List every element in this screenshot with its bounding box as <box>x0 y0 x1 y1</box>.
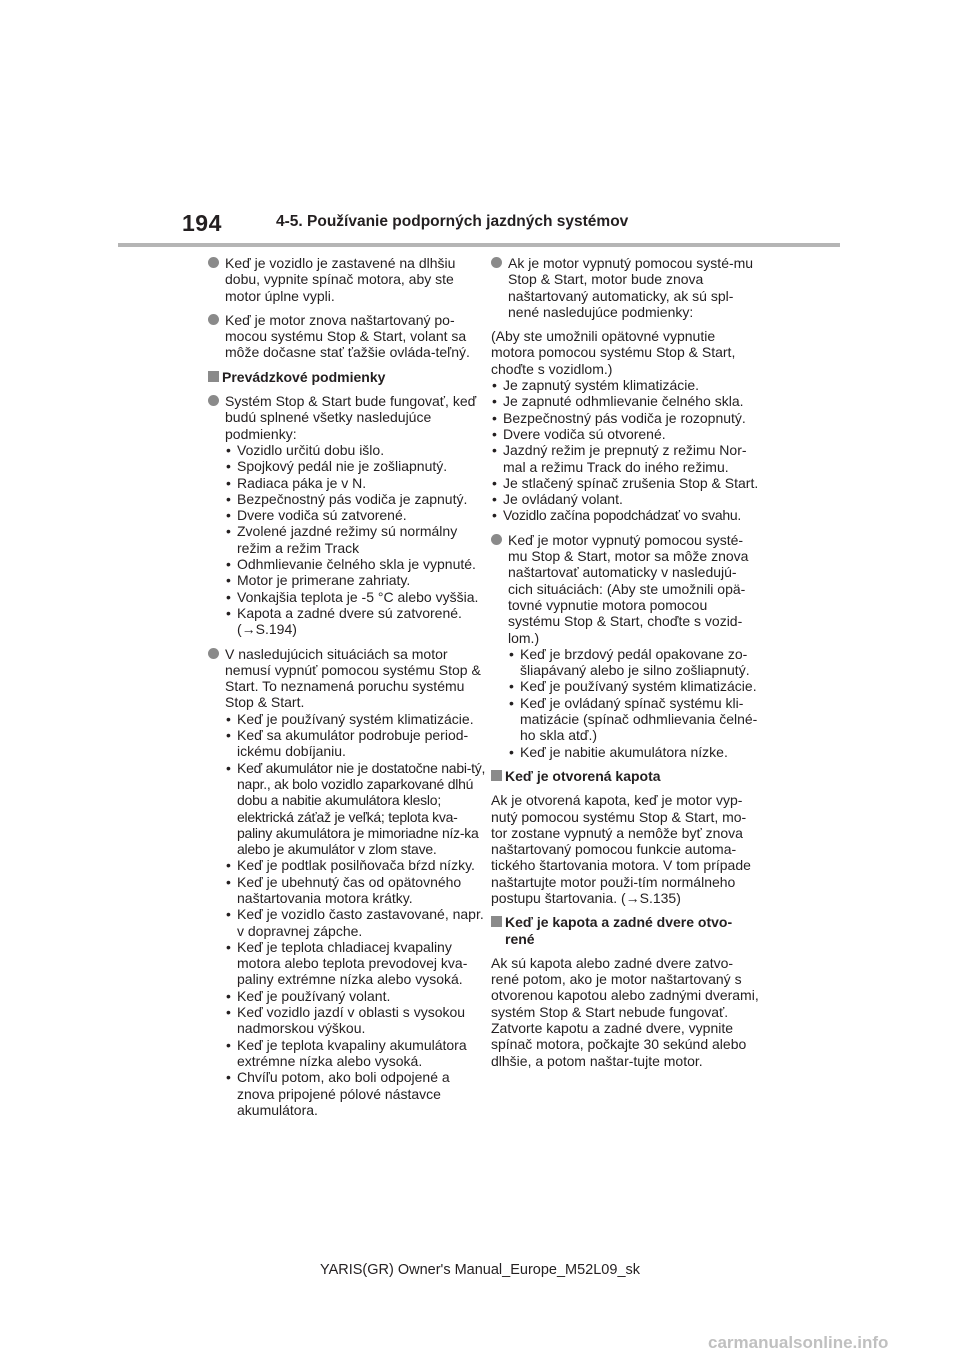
list-item: • Keď akumulátor nie je dostatočne nabi-tý, napr., ak bolo vozidlo zaparkované dlhú dobu a nabitie akumulátora kleslo; elektrická záťaž je veľká; teplota kva-paliny akumulátora je mimoriadne níz-ka alebo je akumulátor v zlom stave. <box>225 760 488 858</box>
list-item: • Dvere vodiča sú otvorené. <box>491 426 759 442</box>
list-item: • Keď je používaný systém klimatizácie. <box>225 711 488 727</box>
bullet-item <box>208 646 488 1119</box>
header-rule <box>118 243 840 247</box>
list-item: • Keď je používaný volant. <box>225 988 488 1004</box>
list-item: • Zvolené jazdné režimy sú normálny režim a režim Track <box>225 523 488 556</box>
list-item: • Radiaca páka je v N. <box>225 475 488 491</box>
bullet-text: Keď je motor znova naštartovaný po-mocou systému Stop & Start, volant sa môže dočasne stať ťažšie ovláda-teľný. <box>225 311 470 361</box>
section-title: 4-5. Používanie podporných jazdných systémov <box>276 213 629 230</box>
subheading-text: Keď je kapota a zadné dvere otvo-rené <box>505 914 733 947</box>
list-item: • Bezpečnostný pás vodiča je zapnutý. <box>225 491 488 507</box>
bullet-item <box>208 255 488 304</box>
bullet-text: Keď je motor vypnutý pomocou systé-mu Stop & Start, motor sa môže znova naštartovať automaticky v nasledujú-cich situáciách: (Aby ste umožnili opä-tovné vypnutie motora pomocou systému Stop & Start, choďte s vozid-lom.) <box>508 531 749 646</box>
list-item: • Vozidlo začína popodchádzať vo svahu. <box>491 507 759 523</box>
list-item-link[interactable]: • Kapota a zadné dvere sú zatvorené. (→S.194) <box>225 605 488 638</box>
right-column <box>491 255 759 1077</box>
list-item: • Keď je brzdový pedál opakovane zo-šliapávaný alebo je silno zošliapnutý. <box>508 646 759 679</box>
page-number: 194 <box>182 210 222 236</box>
list-item: • Je ovládaný volant. <box>491 491 759 507</box>
circle-bullet-icon <box>208 257 219 268</box>
list-item: • Vozidlo určitú dobu išlo. <box>225 442 488 458</box>
list-item: • Keď je podtlak posilňovača bŕzd nízky. <box>225 857 488 873</box>
list-item: • Keď vozidlo jazdí v oblasti s vysokou nadmorskou výškou. <box>225 1004 488 1037</box>
bullet-item <box>208 312 488 361</box>
paragraph: Ak sú kapota alebo zadné dvere zatvo-rené potom, ako je motor naštartovaný s otvorenou kapotou alebo zadnými dverami, systém Stop & Start nebude fungovať. Zatvorte kapotu a zadné dvere, vypnite spínač motora, počkajte 30 sekúnd alebo dlhšie, a potom naštar-tujte motor. <box>491 954 759 1069</box>
list-item: • Keď je ovládaný spínač systému kli-matizácie (spínač odhmlievania čelné-ho skla atď.) <box>508 695 759 744</box>
list-item: • Motor je primerane zahriaty. <box>225 572 488 588</box>
list-item: • Vonkajšia teplota je -5 °C alebo vyššia. <box>225 589 488 605</box>
list-item: • Jazdný režim je prepnutý z režimu Nor-mal a režimu Track do iného režimu. <box>491 442 759 475</box>
list-item: • Spojkový pedál nie je zošliapnutý. <box>225 458 488 474</box>
list-item: • Keď je vozidlo často zastavované, napr. v dopravnej zápche. <box>225 906 488 939</box>
paragraph <box>491 328 759 524</box>
square-bullet-icon <box>208 371 219 382</box>
list-item: • Dvere vodiča sú zatvorené. <box>225 507 488 523</box>
list-item: • Keď je teplota kvapaliny akumulátora extrémne nízka alebo vysoká. <box>225 1037 488 1070</box>
list-item: • Je zapnuté odhmlievanie čelného skla. <box>491 393 759 409</box>
subheading <box>491 914 759 947</box>
bullet-text: V nasledujúcich situáciách sa motor nemusí vypnúť pomocou systému Stop & Start. To neznamená poruchu systému Stop & Start. <box>225 645 481 711</box>
list-item: • Je stlačený spínač zrušenia Stop & Start. <box>491 475 759 491</box>
list-item: • Odhmlievanie čelného skla je vypnuté. <box>225 556 488 572</box>
bullet-item <box>208 393 488 637</box>
bullet-item <box>491 255 759 320</box>
list-item: • Chvíľu potom, ako boli odpojené a znova pripojené pólové nástavce akumulátora. <box>225 1069 488 1118</box>
subheading-text: Keď je otvorená kapota <box>505 767 661 784</box>
circle-bullet-icon <box>208 314 219 325</box>
list-item: • Je zapnutý systém klimatizácie. <box>491 377 759 393</box>
bullet-text: Systém Stop & Start bude fungovať, keď budú splnené všetky nasledujúce podmienky: <box>225 393 477 442</box>
circle-bullet-icon <box>491 534 502 545</box>
list-item: • Keď je nabitie akumulátora nízke. <box>508 744 759 760</box>
subheading-text: Prevádzkové podmienky <box>222 368 386 385</box>
list-item: • Keď je ubehnutý čas od opätovného naštartovania motora krátky. <box>225 874 488 907</box>
paragraph-text: (Aby ste umožnili opätovné vypnutie motora pomocou systému Stop & Start, choďte s vozidlom.) <box>491 328 736 377</box>
list-item: • Keď je používaný systém klimatizácie. <box>508 678 759 694</box>
footer-text: YARIS(GR) Owner's Manual_Europe_M52L09_sk <box>319 1262 641 1278</box>
circle-bullet-icon <box>208 395 219 406</box>
left-column <box>208 255 488 1126</box>
bullet-item <box>491 532 759 760</box>
subheading <box>491 768 759 784</box>
subheading <box>208 369 488 385</box>
square-bullet-icon <box>491 916 502 927</box>
paragraph: Ak je otvorená kapota, keď je motor vyp-nutý pomocou systému Stop & Start, mo-tor zostane vypnutý a nemôže byť znova naštartovaný pomocou funkcie automa-tického štartovania motora. V tom prípade naštartujte motor použi-tím normálneho postupu štartovania. (→S.135) <box>491 792 751 906</box>
list-item: • Bezpečnostný pás vodiča je rozopnutý. <box>491 410 759 426</box>
bullet-text: Ak je motor vypnutý pomocou systé-mu Stop & Start, motor bude znova naštartovaný automaticky, ak sú spl-nené nasledujúce podmienky: <box>508 255 754 320</box>
list-item: • Keď je teplota chladiacej kvapaliny motora alebo teplota prevodovej kva-paliny extrémne nízka alebo vysoká. <box>225 939 488 988</box>
bullet-text: Keď je vozidlo je zastavené na dlhšiu dobu, vypnite spínač motora, aby ste motor úplne vypli. <box>225 255 456 304</box>
circle-bullet-icon <box>208 648 219 659</box>
square-bullet-icon <box>491 770 502 781</box>
circle-bullet-icon <box>491 257 502 268</box>
list-item: • Keď sa akumulátor podrobuje period-ickému dobíjaniu. <box>225 727 488 760</box>
watermark: carmanualsonline.info <box>708 1333 889 1352</box>
